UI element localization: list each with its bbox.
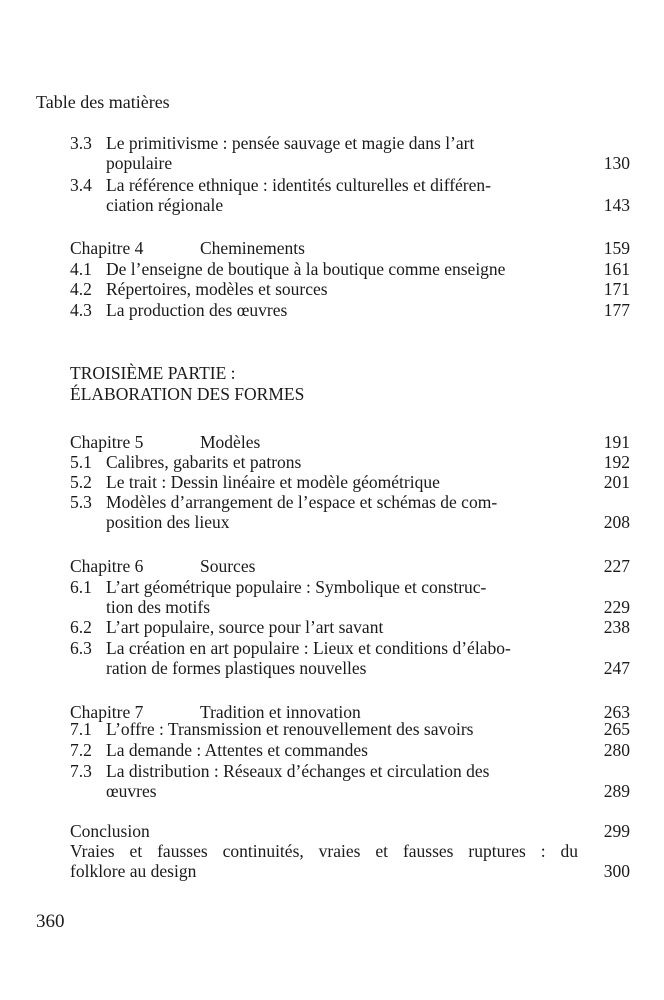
toc-entry-3-3 — [70, 133, 630, 173]
page-number: 300 — [603, 861, 630, 881]
section-title-line: œuvres — [106, 781, 157, 801]
section-title-line: ration de formes plastiques nouvelles — [106, 658, 367, 678]
section-number: 3.3 — [70, 133, 92, 153]
section-number: 4.2 — [70, 279, 92, 299]
section-title-line: La production des œuvres — [106, 300, 288, 320]
section-title-line: position des lieux — [106, 512, 230, 532]
part-heading-line: ÉLABORATION DES FORMES — [70, 384, 305, 404]
page-number: 227 — [603, 556, 630, 576]
toc-entry-6-1 — [70, 577, 630, 617]
section-title-line: Répertoires, modèles et sources — [106, 279, 328, 299]
page-number: 265 — [603, 719, 630, 739]
section-title-line: Calibres, gabarits et patrons — [106, 452, 302, 472]
chapter-label: Chapitre 4 — [70, 238, 144, 258]
section-number: 7.2 — [70, 740, 92, 760]
page-number: 280 — [603, 740, 630, 760]
page-number: 161 — [603, 259, 630, 279]
chapter-label: Chapitre 7 — [70, 702, 144, 722]
page-number: 229 — [603, 597, 630, 617]
section-number: 5.3 — [70, 492, 92, 512]
chapter-label: Chapitre 6 — [70, 556, 144, 576]
section-number: 5.2 — [70, 472, 92, 492]
section-number: 7.1 — [70, 719, 92, 739]
section-title-line: Le primitivisme : pensée sauvage et magie dans l’art — [106, 133, 475, 153]
page-number: 238 — [603, 617, 630, 637]
section-title-line: L’offre : Transmission et renouvellement des savoirs — [106, 719, 474, 739]
toc-entry-7-3 — [70, 761, 630, 801]
conclusion-title-line: Vraies et fausses continuités, vraies et fausses ruptures : du — [70, 841, 578, 861]
page-number: 177 — [603, 300, 630, 320]
section-title-line: tion des motifs — [106, 597, 211, 617]
chapter-title: Modèles — [200, 432, 261, 452]
chapter-title: Cheminements — [200, 238, 305, 258]
page-number: 299 — [603, 821, 630, 841]
section-number: 7.3 — [70, 761, 92, 781]
section-number: 4.1 — [70, 259, 92, 279]
toc-entry-3-4 — [70, 175, 630, 215]
toc-entry-5-3 — [70, 492, 630, 532]
part-heading-line: TROISIÈME PARTIE : — [70, 363, 236, 383]
page-number: 130 — [603, 153, 630, 173]
toc-entry-6-3 — [70, 638, 630, 678]
page-number: 171 — [603, 279, 630, 299]
page-number: 247 — [603, 658, 630, 678]
section-title-line: La création en art populaire : Lieux et conditions d’élabo- — [106, 638, 511, 658]
section-title-line: La distribution : Réseaux d’échanges et circulation des — [106, 761, 490, 781]
folio-page-number: 360 — [36, 911, 65, 932]
section-title-line: populaire — [106, 153, 173, 173]
page-number: 159 — [603, 238, 630, 258]
section-number: 5.1 — [70, 452, 92, 472]
section-title-line: De l’enseigne de boutique à la boutique comme enseigne — [106, 259, 506, 279]
section-number: 6.1 — [70, 577, 92, 597]
conclusion-label: Conclusion — [70, 821, 150, 841]
running-header: Table des matières — [36, 92, 170, 112]
page-number: 289 — [603, 781, 630, 801]
section-title-line: Modèles d’arrangement de l’espace et schémas de com- — [106, 492, 498, 512]
section-number: 3.4 — [70, 175, 92, 195]
section-title-line: ciation régionale — [106, 195, 224, 215]
section-number: 6.3 — [70, 638, 92, 658]
section-title-line: L’art géométrique populaire : Symbolique et construc- — [106, 577, 487, 597]
page-number: 191 — [603, 432, 630, 452]
section-title-line: Le trait : Dessin linéaire et modèle géométrique — [106, 472, 440, 492]
page-number: 263 — [603, 702, 630, 722]
section-title-line: L’art populaire, source pour l’art savant — [106, 617, 384, 637]
section-title-line: La demande : Attentes et commandes — [106, 740, 368, 760]
page-number: 192 — [603, 452, 630, 472]
conclusion-title-line: folklore au design — [70, 861, 197, 881]
toc-entry-conclusion — [70, 841, 630, 881]
page-number: 201 — [603, 472, 630, 492]
section-title-line: La référence ethnique : identités culturelles et différen- — [106, 175, 491, 195]
page-number: 143 — [603, 195, 630, 215]
section-number: 6.2 — [70, 617, 92, 637]
chapter-title: Tradition et innovation — [200, 702, 361, 722]
chapter-title: Sources — [200, 556, 256, 576]
section-number: 4.3 — [70, 300, 92, 320]
page-number: 208 — [603, 512, 630, 532]
chapter-label: Chapitre 5 — [70, 432, 144, 452]
